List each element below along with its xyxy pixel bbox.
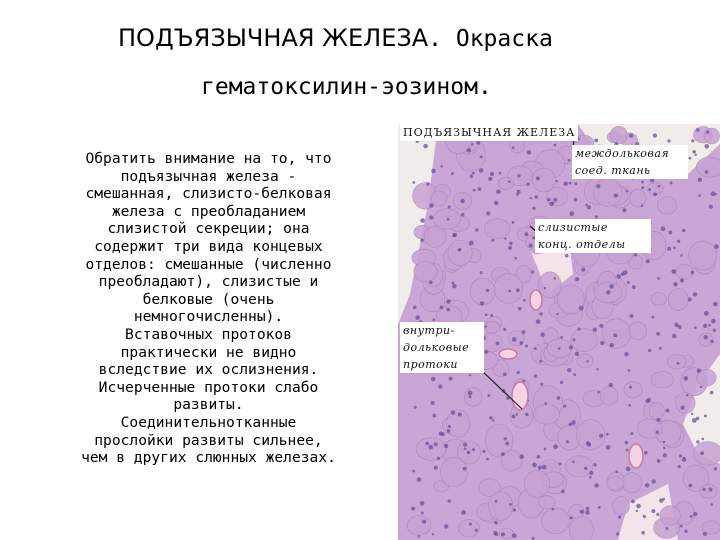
title-main: ПОДЪЯЗЫЧНАЯ ЖЕЛЕЗА [118,24,429,52]
label-intralobular-ducts: внутри- дольковые протоки [400,322,484,373]
label-mucous-end-pieces: слизистые конц. отделы [535,219,651,253]
slide-title [118,24,553,52]
title-sub: . Окраска [428,26,553,52]
label-interlobular-tissue: междольковая соед. ткань [572,145,688,179]
description-text: Обратить внимание на то, что подъязычная железа - смешанная, слизисто-белковая железа с преобладанием слизистой секреции; она содержит три вида концевых отделов: смешанные (численно преобладают), слизистые и белковые (очень немногочисленны). Вставочных протоков практически не видно вследствие их ослизнения. Исчерченные протоки слабо развиты. Соединительнотканные прослойки развиты сильнее, чем в других слюнных железах. [81,150,336,467]
label-gland-title: ПОДЪЯЗЫЧНАЯ ЖЕЛЕЗА [400,124,578,141]
slide-title-line2: гематоксилин-эозином. [201,74,492,100]
